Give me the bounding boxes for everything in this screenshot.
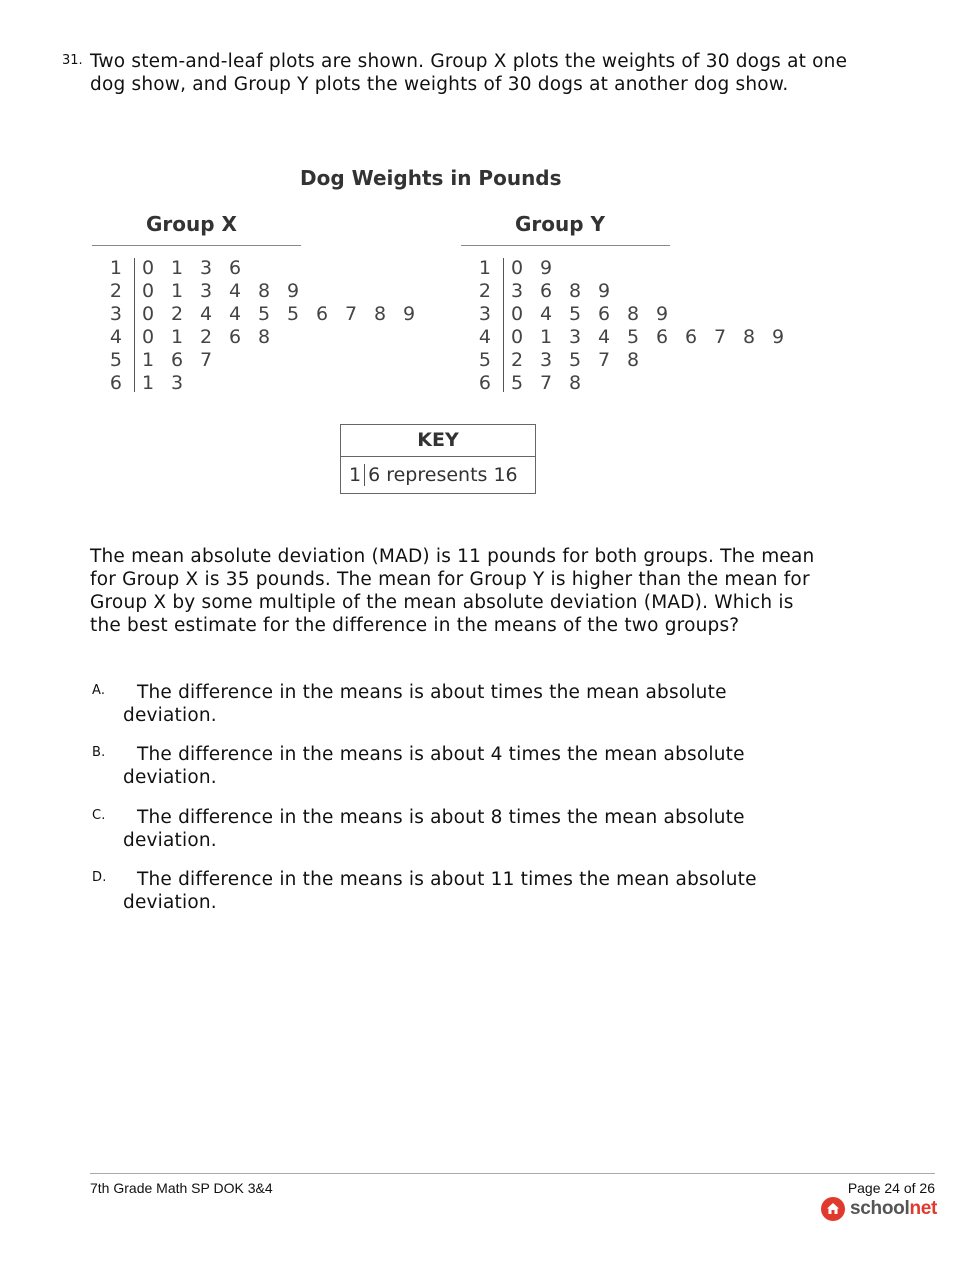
leaves — [142, 326, 287, 349]
option-c[interactable] — [92, 806, 812, 852]
leaf-value: 0 — [511, 326, 524, 348]
option-letter: A. — [92, 683, 106, 698]
leaves — [142, 257, 258, 280]
leaf-value: 8 — [627, 349, 640, 371]
leaf-value: 8 — [258, 326, 271, 348]
stem-value: 2 — [478, 280, 491, 302]
option-text: The difference in the means is about 11 times the mean absolute deviation. — [123, 869, 757, 913]
leaf-value: 2 — [200, 326, 213, 348]
leaf-value: 5 — [258, 303, 271, 325]
group-y-underline — [461, 245, 670, 246]
option-letter: B. — [92, 745, 106, 760]
leaf-value: 9 — [598, 280, 611, 302]
leaves — [511, 303, 685, 326]
leaf-value: 5 — [627, 326, 640, 348]
leaf-value: 1 — [142, 349, 155, 371]
leaf-value: 8 — [374, 303, 387, 325]
leaves — [511, 349, 656, 372]
leaf-value: 3 — [200, 280, 213, 302]
leaf-value: 6 — [229, 326, 242, 348]
leaf-value: 5 — [511, 372, 524, 394]
option-text: The difference in the means is about times the mean absolute deviation. — [123, 682, 727, 726]
leaf-value: 4 — [229, 280, 242, 302]
group-x-underline — [92, 245, 301, 246]
key-heading: KEY — [341, 425, 535, 457]
stem-value: 6 — [109, 372, 122, 394]
stem-value: 4 — [478, 326, 491, 348]
leaf-value: 1 — [142, 372, 155, 394]
key-body — [341, 457, 535, 493]
leaf-value: 3 — [171, 372, 184, 394]
stem-value: 3 — [109, 303, 122, 325]
leaf-value: 2 — [511, 349, 524, 371]
leaf-value: 8 — [569, 280, 582, 302]
schoolnet-logo — [821, 1195, 937, 1223]
leaf-value: 1 — [171, 280, 184, 302]
footer-course: 7th Grade Math SP DOK 3&4 — [90, 1180, 273, 1196]
leaf-value: 1 — [171, 257, 184, 279]
leaves — [511, 372, 598, 395]
group-x-divider — [134, 258, 135, 392]
leaf-value: 3 — [200, 257, 213, 279]
footer-divider — [90, 1173, 935, 1174]
leaf-value: 7 — [200, 349, 213, 371]
leaf-value: 6 — [598, 303, 611, 325]
leaf-value: 2 — [171, 303, 184, 325]
group-x-title: Group X — [146, 212, 237, 236]
leaf-value: 4 — [229, 303, 242, 325]
leaf-value: 9 — [540, 257, 553, 279]
leaf-value: 6 — [656, 326, 669, 348]
leaf-value: 3 — [511, 280, 524, 302]
leaf-value: 8 — [627, 303, 640, 325]
option-text: The difference in the means is about 4 times the mean absolute deviation. — [123, 744, 745, 788]
leaf-value: 4 — [540, 303, 553, 325]
leaf-value: 0 — [142, 280, 155, 302]
leaf-value: 1 — [171, 326, 184, 348]
group-y-title: Group Y — [515, 212, 606, 236]
leaf-value: 3 — [540, 349, 553, 371]
leaves — [511, 280, 627, 303]
leaves — [142, 303, 432, 326]
question-stem: Two stem-and-leaf plots are shown. Group X plots the weights of 30 dogs at one dog show, and Group Y plots the weights of 30 dogs at another dog show. — [90, 51, 848, 95]
plot-title: Dog Weights in Pounds — [300, 166, 562, 190]
leaf-value: 1 — [540, 326, 553, 348]
option-a[interactable] — [92, 681, 812, 727]
logo-wordmark: schoolnet — [850, 1198, 938, 1219]
leaf-value: 0 — [511, 257, 524, 279]
leaf-value: 5 — [569, 349, 582, 371]
option-letter: C. — [92, 808, 106, 823]
leaf-value: 6 — [316, 303, 329, 325]
leaf-value: 9 — [287, 280, 300, 302]
stem-value: 5 — [478, 349, 491, 371]
key-leaf-text: 6 represents 16 — [368, 464, 518, 486]
group-y-divider — [503, 258, 504, 392]
leaf-value: 7 — [345, 303, 358, 325]
leaves — [142, 349, 229, 372]
option-d[interactable] — [92, 868, 812, 914]
leaves — [142, 372, 200, 395]
stem-value: 4 — [109, 326, 122, 348]
question-paragraph: The mean absolute deviation (MAD) is 11 pounds for both groups. The mean for Group X is 35 pounds. The mean for Group Y is higher than the mean for Group X by some multiple of the mean absolute deviation (MAD). Which is the best estimate for the difference in the means of the two groups? — [90, 546, 815, 636]
leaf-value: 9 — [656, 303, 669, 325]
leaf-value: 0 — [142, 303, 155, 325]
leaf-value: 7 — [598, 349, 611, 371]
leaf-value: 6 — [229, 257, 242, 279]
leaf-value: 4 — [598, 326, 611, 348]
leaves — [142, 280, 316, 303]
leaf-value: 0 — [142, 257, 155, 279]
leaf-value: 4 — [200, 303, 213, 325]
option-b[interactable] — [92, 743, 812, 789]
leaf-value: 8 — [743, 326, 756, 348]
leaf-value: 6 — [685, 326, 698, 348]
leaf-value: 9 — [403, 303, 416, 325]
leaves — [511, 326, 801, 349]
stem-value: 6 — [478, 372, 491, 394]
key-stem: 1 — [349, 464, 365, 486]
stem-value: 3 — [478, 303, 491, 325]
leaf-value: 3 — [569, 326, 582, 348]
leaf-value: 6 — [540, 280, 553, 302]
leaves — [511, 257, 569, 280]
option-letter: D. — [92, 870, 107, 885]
question-number: 31. — [62, 53, 83, 68]
leaf-value: 6 — [171, 349, 184, 371]
leaf-value: 0 — [511, 303, 524, 325]
leaf-value: 9 — [772, 326, 785, 348]
leaf-value: 0 — [142, 326, 155, 348]
stem-value: 5 — [109, 349, 122, 371]
stem-value: 2 — [109, 280, 122, 302]
house-icon — [821, 1197, 845, 1221]
leaf-value: 8 — [569, 372, 582, 394]
option-text: The difference in the means is about 8 times the mean absolute deviation. — [123, 807, 745, 851]
leaf-value: 5 — [287, 303, 300, 325]
leaf-value: 7 — [540, 372, 553, 394]
leaf-value: 8 — [258, 280, 271, 302]
stem-value: 1 — [109, 257, 122, 279]
leaf-value: 7 — [714, 326, 727, 348]
logo-wordmark-accent: net — [909, 1198, 938, 1219]
leaf-value: 5 — [569, 303, 582, 325]
footer-page: Page 24 of 26 — [847, 1180, 935, 1196]
stem-value: 1 — [478, 257, 491, 279]
key-box — [340, 424, 536, 494]
